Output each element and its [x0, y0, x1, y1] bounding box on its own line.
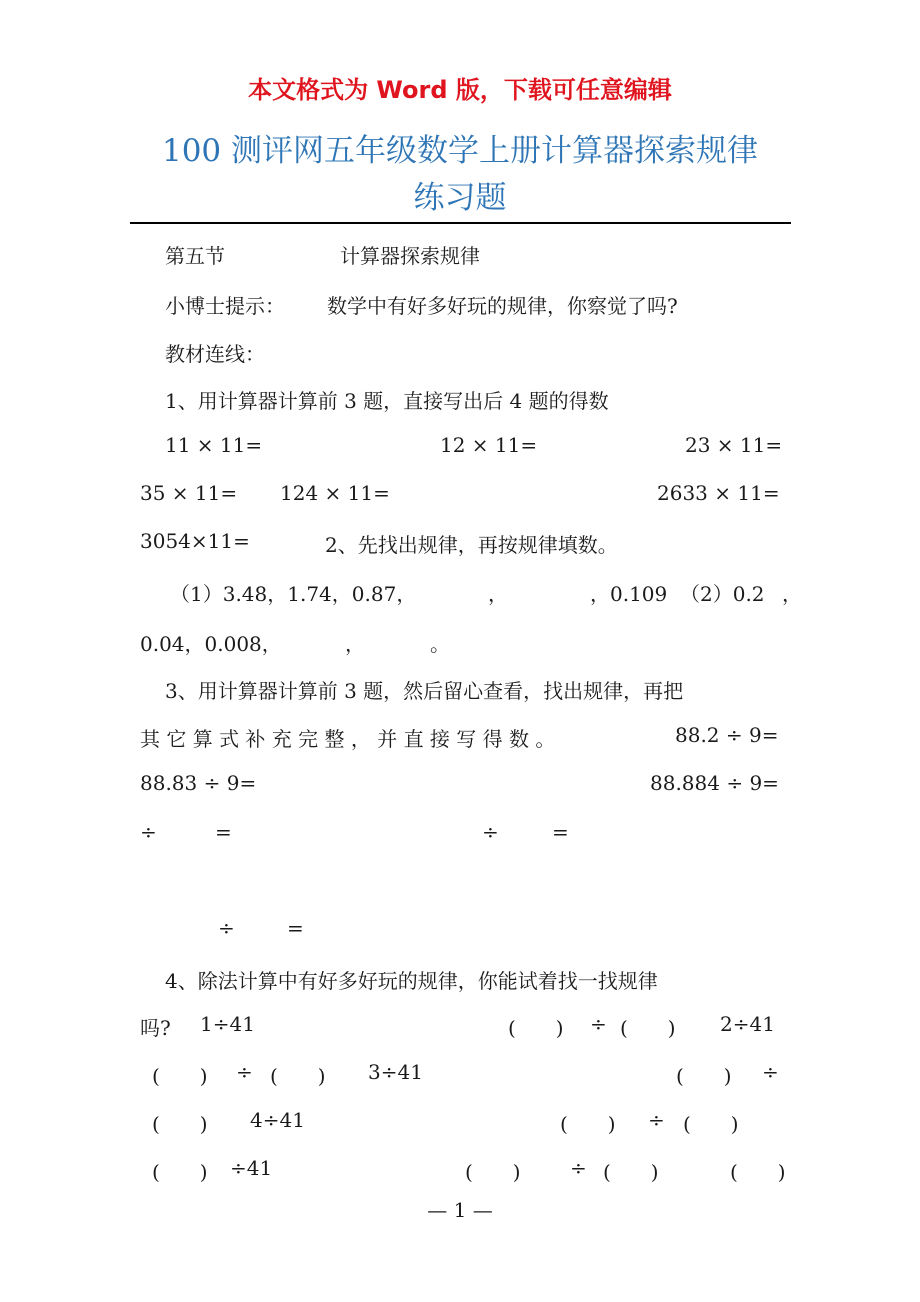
q3-item: 88.884 ÷ 9=: [650, 771, 779, 795]
q3-blank-divide: ÷: [482, 820, 499, 844]
q3-item: 88.83 ÷ 9=: [140, 771, 257, 795]
q4-divide: ÷: [648, 1108, 665, 1132]
q4-blank-paren: ( ): [676, 1064, 732, 1088]
q4-blank-paren: ( ): [465, 1160, 521, 1184]
q4-item: 3÷41: [368, 1060, 423, 1084]
q2-blank-comma: ，: [488, 582, 508, 606]
title-divider: [130, 222, 791, 224]
q1-prompt: 1、用计算器计算前 3 题，直接写出后 4 题的得数: [165, 389, 609, 413]
q1-item: 11 × 11=: [165, 433, 263, 457]
q4-blank-paren: ( ): [270, 1064, 326, 1088]
q4-prompt-line1: 4、除法计算中有好多好玩的规律，你能试着找一找规律: [165, 969, 658, 993]
q1-item: 124 × 11=: [280, 481, 390, 505]
tip-label: 小博士提示：: [165, 294, 285, 318]
q1-item: 2633 × 11=: [657, 481, 780, 505]
q1-item: 3054×11=: [140, 529, 250, 553]
q4-blank-paren: ( ): [152, 1064, 208, 1088]
q4-blank-paren: ( ): [683, 1112, 739, 1136]
q3-blank-divide: ÷: [140, 820, 157, 844]
q2-part1-sequence: （1）3.48，1.74，0.87，: [170, 582, 417, 606]
q4-item: 1÷41: [200, 1012, 255, 1036]
q4-item: 2÷41: [720, 1012, 775, 1036]
q3-blank-divide: ÷: [218, 916, 235, 940]
q4-item: 4÷41: [250, 1108, 305, 1132]
section-number: 第五节: [165, 244, 225, 268]
q4-blank-paren: ( ): [560, 1112, 616, 1136]
q2-part2-values: 0.04，0.008，: [140, 632, 282, 656]
q2-prompt: 2、先找出规律，再按规律填数。: [325, 533, 618, 557]
q4-item: ÷41: [230, 1156, 273, 1180]
q4-blank-paren: ( ): [730, 1160, 786, 1184]
q3-blank-equals: =: [552, 820, 569, 844]
doc-title-line2: 练习题: [413, 180, 507, 216]
q4-blank-paren: ( ): [603, 1160, 659, 1184]
q4-ask: 吗?: [140, 1016, 171, 1040]
format-notice: 本文格式为 Word 版，下载可任意编辑: [248, 76, 672, 104]
doc-title-line1: 100 测评网五年级数学上册计算器探索规律: [161, 133, 759, 169]
q2-blank-comma: ，: [782, 582, 802, 606]
q4-blank-paren: ( ): [152, 1160, 208, 1184]
q1-item: 23 × 11=: [685, 433, 783, 457]
q3-blank-equals: =: [287, 916, 304, 940]
q2-part2-label: （2）0.2: [680, 582, 765, 606]
q3-prompt-line1: 3、用计算器计算前 3 题，然后留心查看，找出规律，再把: [165, 679, 684, 703]
q3-prompt-line2: 其 它 算 式 补 充 完 整 ， 并 直 接 写 得 数 。: [140, 727, 556, 751]
q2-period: 。: [430, 632, 450, 656]
q4-blank-paren: ( ): [508, 1016, 564, 1040]
q4-divide: ÷: [570, 1156, 587, 1180]
q3-blank-equals: =: [215, 820, 232, 844]
q4-divide: ÷: [236, 1060, 253, 1084]
q2-blank-comma: ，: [345, 632, 365, 656]
q4-blank-paren: ( ): [620, 1016, 676, 1040]
page-number: — 1 —: [427, 1198, 493, 1222]
q3-item: 88.2 ÷ 9=: [675, 723, 779, 747]
q1-item: 35 × 11=: [140, 481, 238, 505]
textbook-link: 教材连线：: [165, 342, 265, 366]
q4-rparen-blank: ( ): [152, 1112, 208, 1136]
q1-item: 12 × 11=: [440, 433, 538, 457]
q4-divide: ÷: [762, 1060, 779, 1084]
q2-part1-end: ，0.109: [590, 582, 668, 606]
section-name: 计算器探索规律: [340, 244, 480, 268]
tip-text: 数学中有好多好玩的规律，你察觉了吗?: [327, 294, 678, 318]
q4-divide: ÷: [590, 1012, 607, 1036]
